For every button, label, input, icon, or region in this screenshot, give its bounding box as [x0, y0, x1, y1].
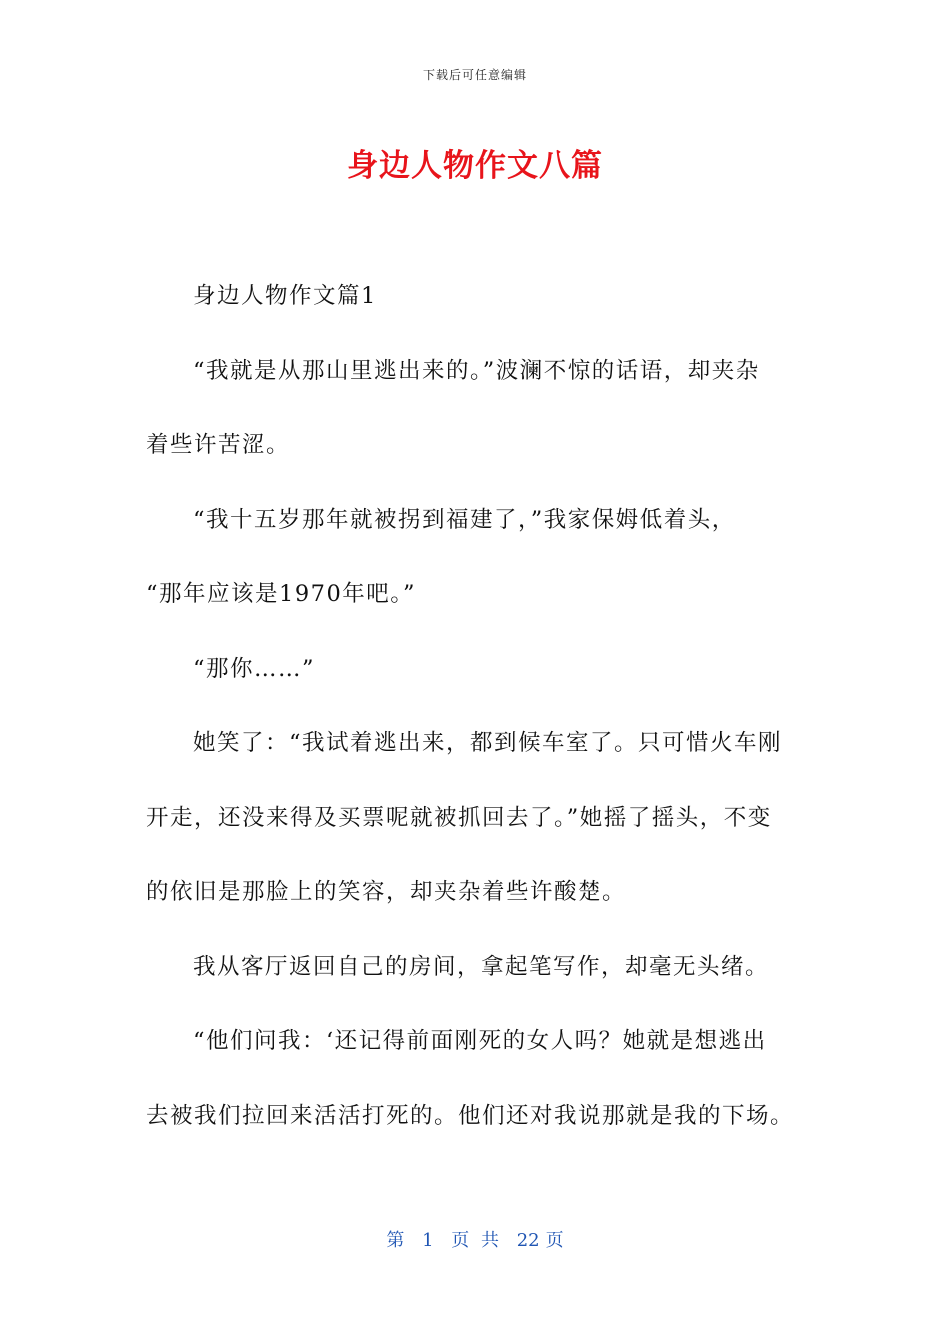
document-body	[146, 276, 796, 1170]
paragraph-line: “我就是从那山里逃出来的。”波澜不惊的话语，却夹杂	[193, 357, 760, 384]
page-footer	[0, 1226, 950, 1252]
header-note: 下载后可任意编辑	[422, 68, 527, 82]
paragraph-line: 的依旧是那脸上的笑容，却夹杂着些许酸楚。	[146, 879, 627, 905]
paragraph-line: 着些许苦涩。	[146, 432, 291, 458]
paragraph-line: “我十五岁那年就被拐到福建了，”我家保姆低着头，	[193, 506, 736, 533]
section-heading: 身边人物作文篇1	[193, 283, 377, 309]
paragraph-line: “他们问我：‘还记得前面刚死的女人吗？她就是想逃出	[193, 1028, 767, 1054]
footer-current-page: 1	[422, 1230, 434, 1251]
paragraph-line: “那年应该是1970年吧。”	[146, 581, 417, 607]
footer-total-pages: 22	[516, 1230, 540, 1251]
paragraph-line: “那你……”	[193, 655, 316, 682]
footer-label-page: 第	[386, 1230, 405, 1251]
paragraph-line: 开走，还没来得及买票呢就被抓回去了。”她摇了摇头，不变	[146, 804, 772, 831]
footer-label-of: 页 共	[451, 1230, 499, 1251]
paragraph-line: 去被我们拉回来活活打死的。他们还对我说那就是我的下场。	[146, 1102, 795, 1129]
paragraph-line: 她笑了：“我试着逃出来，都到候车室了。只可惜火车刚	[193, 730, 783, 756]
paragraph-line: 我从客厅返回自己的房间，拿起笔写作，却毫无头绪。	[193, 953, 770, 980]
document-title: 身边人物作文八篇	[347, 148, 603, 184]
footer-label-pages: 页	[545, 1230, 564, 1251]
